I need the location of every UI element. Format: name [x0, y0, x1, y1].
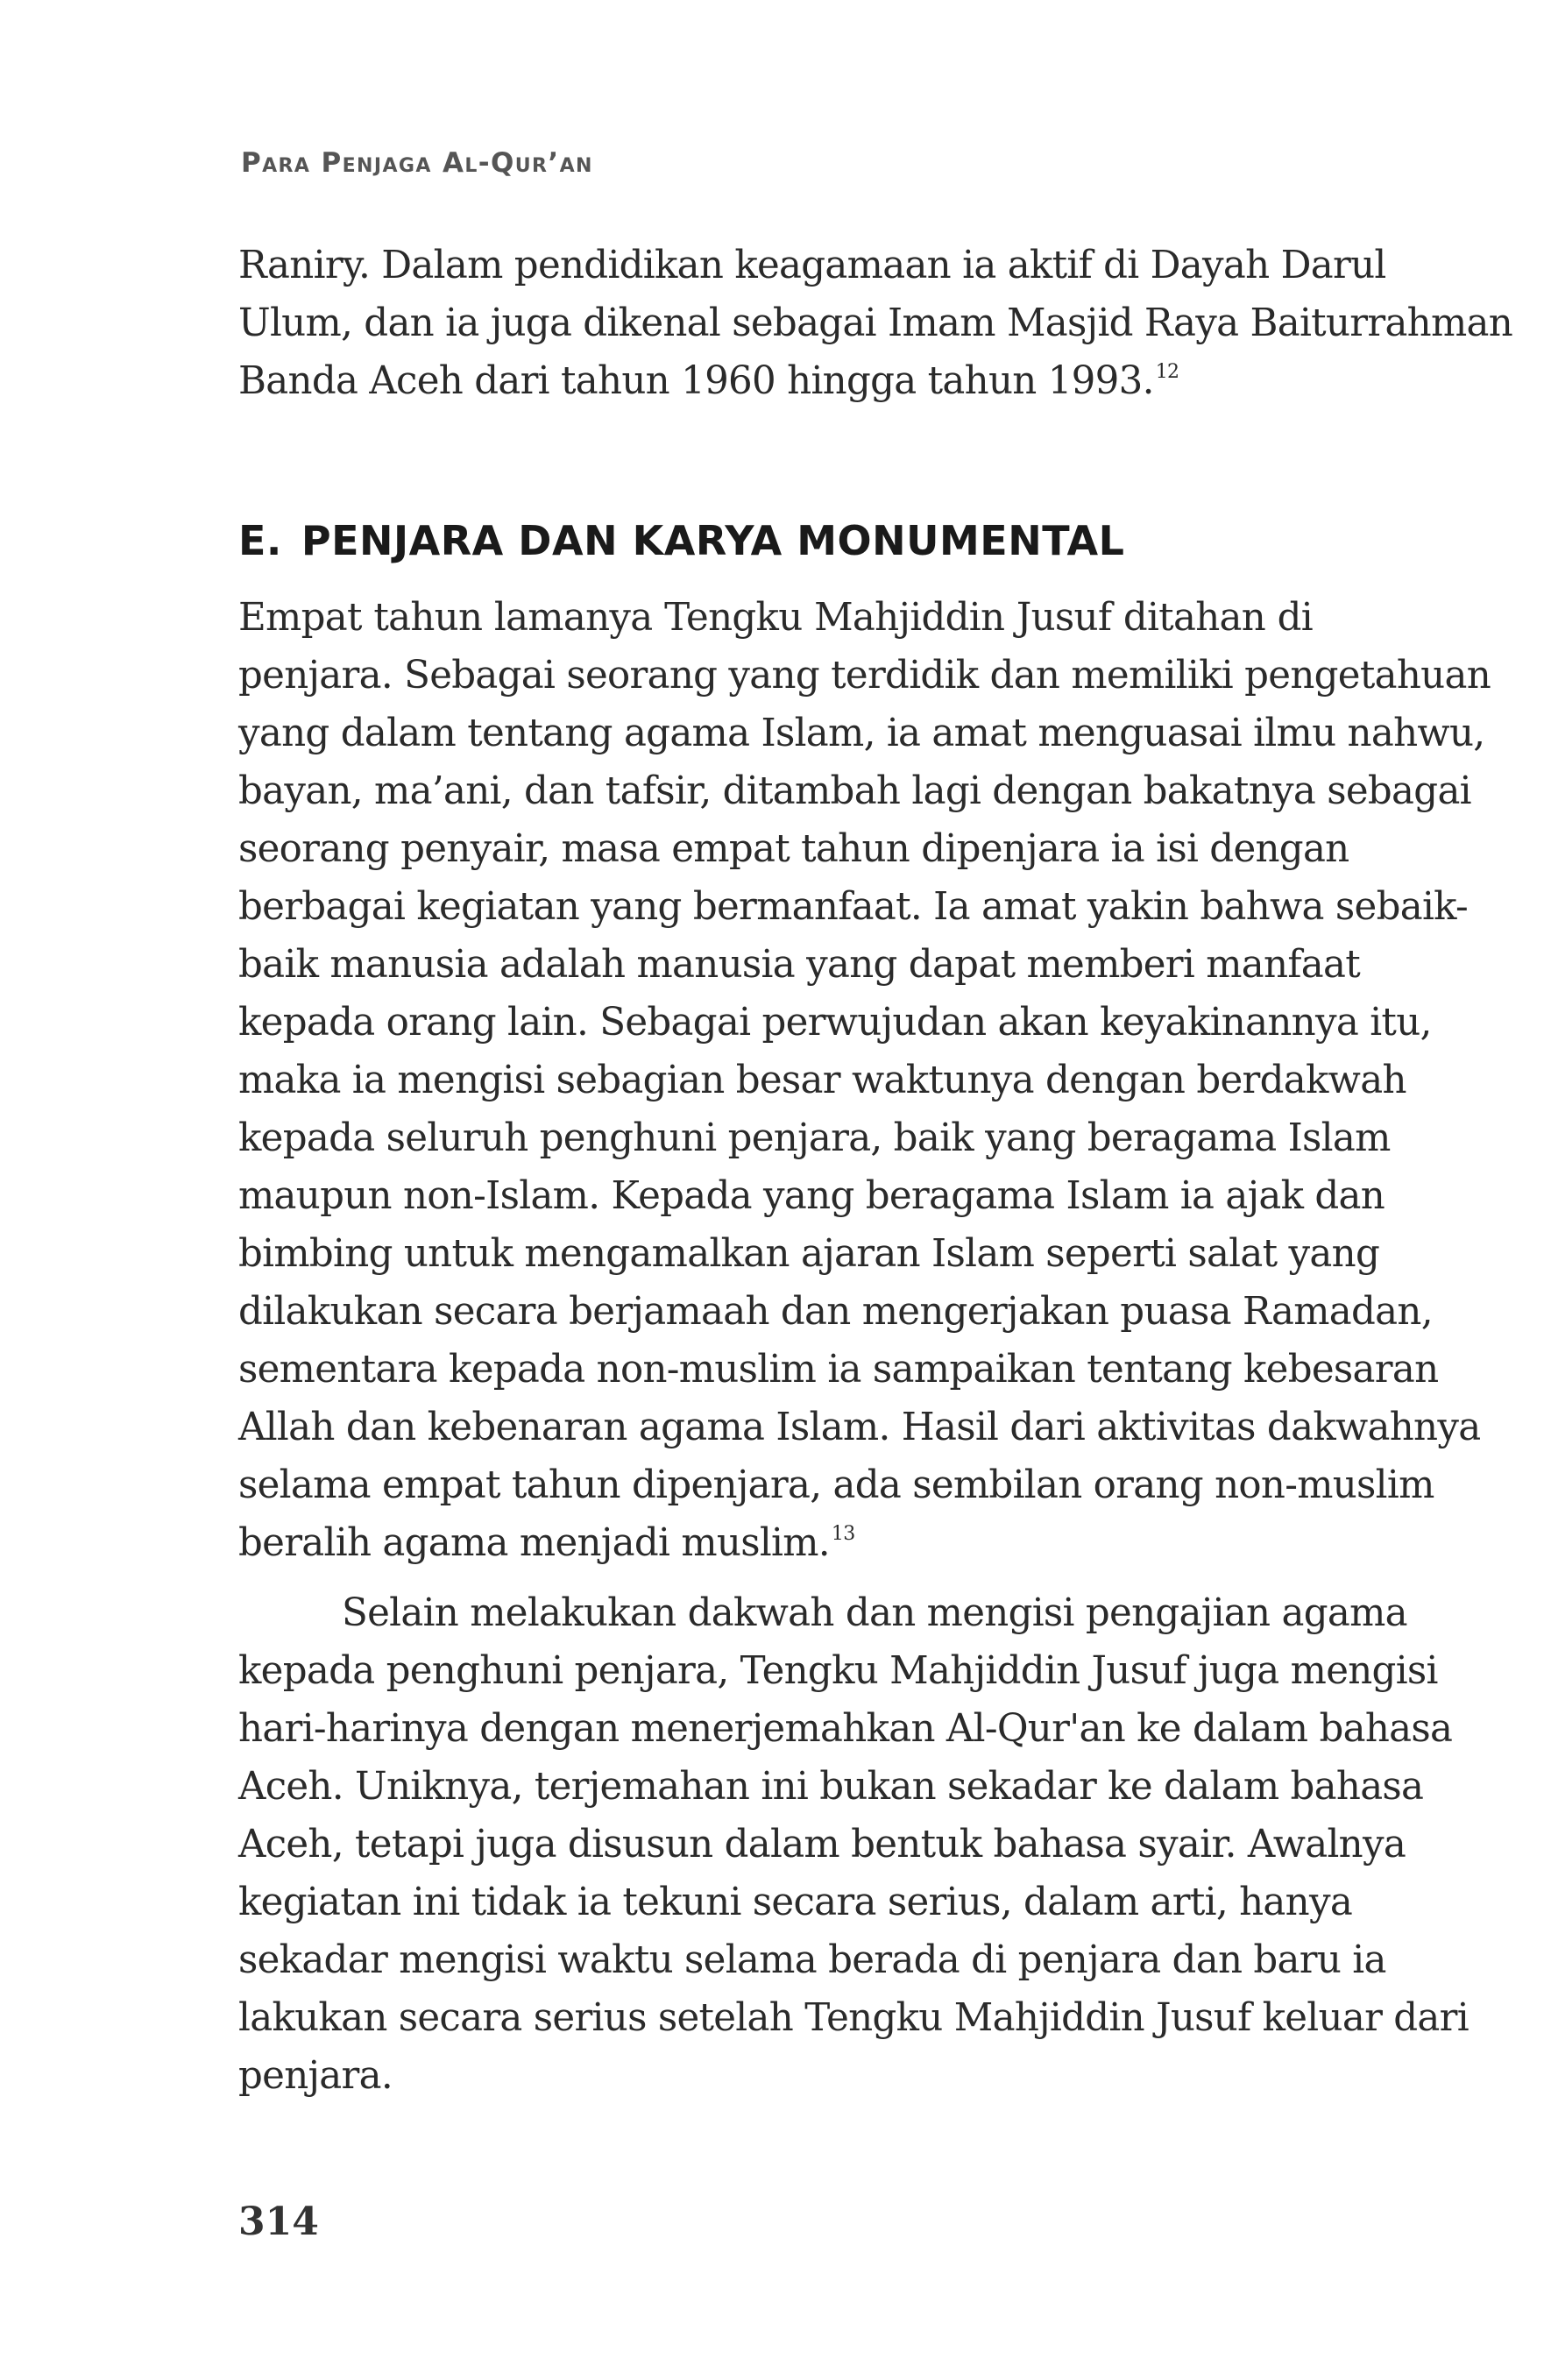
text-line: Raniry. Dalam pendidikan keagamaan ia aktif di Dayah Darul	[238, 244, 1386, 287]
text-line: selama empat tahun dipenjara, ada sembilan orang non-muslim	[238, 1463, 1434, 1507]
text-line: lakukan secara serius setelah Tengku Mahjiddin Jusuf keluar dari	[238, 1996, 1469, 2040]
text-line: Empat tahun lamanya Tengku Mahjiddin Jusuf ditahan di	[238, 596, 1313, 640]
text-line: kepada penghuni penjara, Tengku Mahjiddin Jusuf juga mengisi	[238, 1649, 1438, 1693]
text-line: dilakukan secara berjamaah dan mengerjakan puasa Ramadan,	[238, 1290, 1433, 1334]
section-heading	[238, 517, 1124, 564]
paragraph-3	[238, 1584, 1469, 2105]
text-line: berbagai kegiatan yang bermanfaat. Ia amat yakin bahwa sebaik-	[238, 885, 1469, 929]
text-line: kegiatan ini tidak ia tekuni secara serius, dalam arti, hanya	[238, 1881, 1353, 1924]
text-line: bimbing untuk mengamalkan ajaran Islam seperti salat yang	[238, 1232, 1380, 1276]
section-title: PENJARA DAN KARYA MONUMENTAL	[301, 517, 1125, 564]
page-number: 314	[238, 2199, 319, 2244]
paragraph-1	[238, 237, 1513, 410]
text-line: hari-harinya dengan menerjemahkan Al-Qur'an ke dalam bahasa	[238, 1707, 1453, 1751]
text-line: beralih agama menjadi muslim.$^{13}$	[238, 1521, 855, 1565]
footnote-ref: 13	[831, 1523, 855, 1545]
footnote-ref: 12	[1155, 361, 1179, 383]
text-line: Ulum, dan ia juga dikenal sebagai Imam Masjid Raya Baiturrahman	[238, 301, 1513, 345]
text-line: sementara kepada non-muslim ia sampaikan tentang kebesaran	[238, 1348, 1439, 1392]
text-line: maka ia mengisi sebagian besar waktunya dengan berdakwah	[238, 1059, 1406, 1102]
text-line: Selain melakukan dakwah dan mengisi pengajian agama	[342, 1591, 1407, 1635]
running-head: Para Penjaga Al-Qur’an	[241, 147, 593, 179]
text-line: Banda Aceh dari tahun 1960 hingga tahun 1993.12	[238, 359, 1179, 403]
text-line: bayan, ma’ani, dan tafsir, ditambah lagi dengan bakatnya sebagai	[238, 769, 1471, 813]
text-line: penjara. Sebagai seorang yang terdidik dan memiliki pengetahuan	[238, 654, 1491, 698]
text-line: kepada orang lain. Sebagai perwujudan akan keyakinannya itu,	[238, 1001, 1432, 1045]
text-line: maupun non-Islam. Kepada yang beragama Islam ia ajak dan	[238, 1174, 1385, 1218]
text-line: baik manusia adalah manusia yang dapat memberi manfaat	[238, 943, 1360, 987]
section-number: E.	[238, 517, 282, 564]
text-line: yang dalam tentang agama Islam, ia amat menguasai ilmu nahwu,	[238, 712, 1485, 755]
text-line: sekadar mengisi waktu selama berada di penjara dan baru ia	[238, 1938, 1386, 1982]
text-line: Allah dan kebenaran agama Islam. Hasil dari aktivitas dakwahnya	[238, 1406, 1481, 1449]
paragraph-2	[238, 589, 1491, 1572]
text-line: Aceh, tetapi juga disusun dalam bentuk bahasa syair. Awalnya	[238, 1823, 1406, 1866]
text-line: seorang penyair, masa empat tahun dipenjara ia isi dengan	[238, 827, 1349, 871]
text-line: kepada seluruh penghuni penjara, baik yang beragama Islam	[238, 1116, 1391, 1160]
text-line: penjara.	[238, 2054, 393, 2098]
text-line: Aceh. Uniknya, terjemahan ini bukan sekadar ke dalam bahasa	[238, 1765, 1424, 1809]
